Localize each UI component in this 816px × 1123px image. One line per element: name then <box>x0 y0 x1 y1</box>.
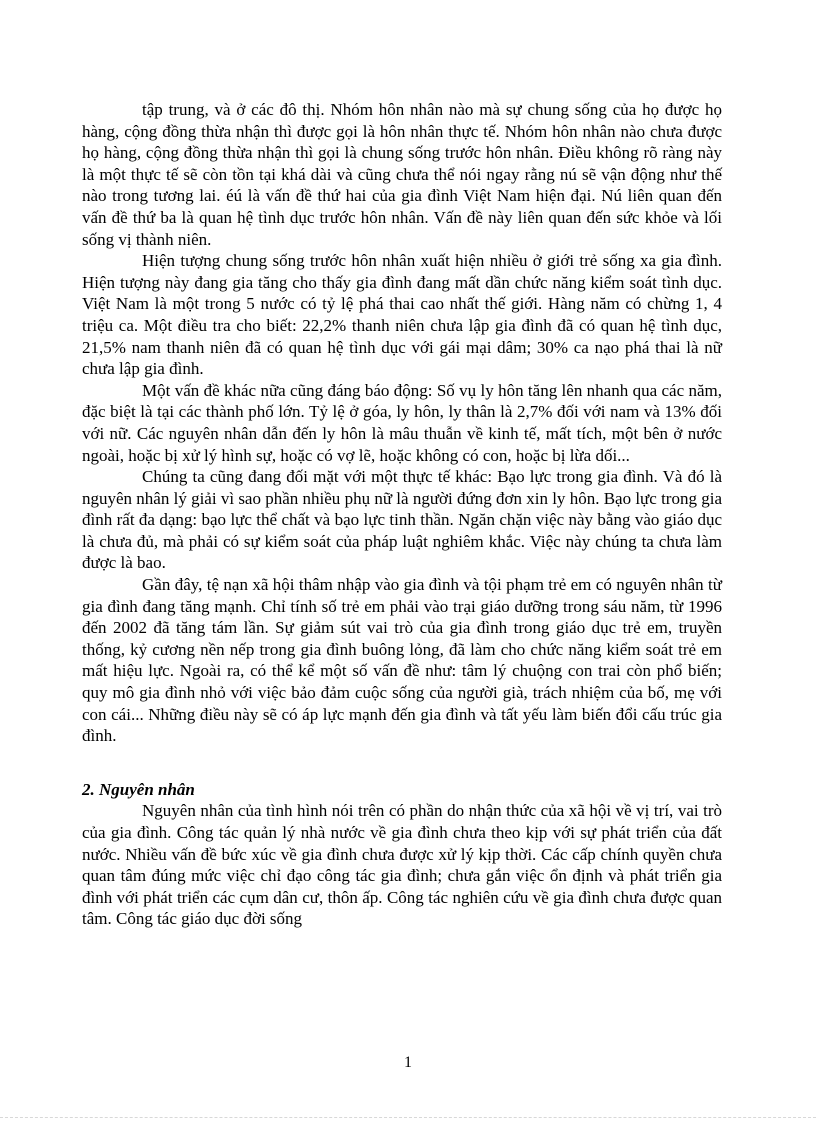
paragraph: Gần đây, tệ nạn xã hội thâm nhập vào gia đình và tội phạm trẻ em có nguyên nhân từ gia đình đang tăng mạnh. Chỉ tính số trẻ em phải vào trại giáo dưỡng trong sáu năm, từ 1996 đến 2002 đã tăng tám lần. Sự giảm sút vai trò của gia đình trong giáo dục trẻ em, truyền thống, kỷ cương nền nếp trong gia đình buông lỏng, đã làm cho chức năng kiểm soát trẻ em mất hiệu lực. Ngoài ra, có thể kể một số vấn đề như: tâm lý chuộng con trai còn phổ biến; quy mô gia đình nhỏ với việc bảo đảm cuộc sống của người già, trách nhiệm của bố, mẹ với con cái... Những điều này sẽ có áp lực mạnh đến gia đình và tất yếu làm biến đổi cấu trúc gia đình. <box>82 575 722 746</box>
paragraph: Hiện tượng chung sống trước hôn nhân xuất hiện nhiều ở giới trẻ sống xa gia đình. Hiện tượng này đang gia tăng cho thấy gia đình đang mất dần chức năng kiểm soát tình dục. Việt Nam là một trong 5 nước có tỷ lệ phá thai cao nhất thế giới. Hàng năm có chừng 1, 4 triệu ca. Một điều tra cho biết: 22,2% thanh niên chưa lập gia đình đã có quan hệ tình dục, 21,5% nam thanh niên đã có quan hệ tình dục với gái mại dâm; 30% ca nạo phá thai là nữ chưa lập gia đình. <box>82 251 722 379</box>
paragraph: Một vấn đề khác nữa cũng đáng báo động: Số vụ ly hôn tăng lên nhanh qua các năm, đặc biệt là tại các thành phố lớn. Tỷ lệ ở góa, ly hôn, ly thân là 2,7% đối với nam và 13% đối với nữ. Các nguyên nhân dẫn đến ly hôn là mâu thuẫn về kinh tế, mất tích, một bên ở nước ngoài, hoặc bị xử lý hình sự, hoặc có vợ lẽ, hoặc không có con, hoặc bị lừa dối... <box>82 380 722 465</box>
paragraph: Chúng ta cũng đang đối mặt với một thực tế khác: Bạo lực trong gia đình. Và đó là nguyên nhân lý giải vì sao phần nhiều phụ nữ là người đứng đơn xin ly hôn. Bạo lực trong gia đình rất đa dạng: bạo lực thể chất và bạo lực tinh thần. Ngăn chặn việc này bằng vào giáo dục là chưa đủ, mà phải có sự kiểm soát của pháp luật nghiêm khắc. Việc này chúng ta chưa làm được là bao. <box>82 467 722 573</box>
document-body <box>82 99 722 930</box>
page-number: 1 <box>404 1054 412 1071</box>
paragraph: Nguyên nhân của tình hình nói trên có phần do nhận thức của xã hội về vị trí, vai trò của gia đình. Công tác quản lý nhà nước về gia đình chưa theo kịp với sự phát triển của đất nước. Nhiều vấn đề bức xúc về gia đình chưa được xử lý kịp thời. Các cấp chính quyền chưa quan tâm đúng mức việc chỉ đạo công tác gia đình; chưa gắn việc ổn định và phát triển gia đình với phát triển các cụm dân cư, thôn ấp. Công tác nghiên cứu về gia đình chưa được quan tâm. Công tác giáo dục đời sống <box>82 801 722 929</box>
section-heading: 2. Nguyên nhân <box>82 779 195 799</box>
page-bottom-divider <box>0 1117 816 1118</box>
paragraph: tập trung, và ở các đô thị. Nhóm hôn nhân nào mà sự chung sống của họ được họ hàng, cộng đồng thừa nhận thì được gọi là hôn nhân thực tế. Nhóm hôn nhân nào chưa được họ hàng, cộng đồng thừa nhận thì gọi là chung sống trước hôn nhân. Điều không rõ ràng này là một thực tế sẽ còn tồn tại khá dài và cũng chưa thể nói ngay rằng nú sẽ vận động như thế nào trong tương lai. éú là vấn đề thứ hai của gia đình Việt Nam hiện đại. Nú liên quan đến vấn đề thứ ba là quan hệ tình dục trước hôn nhân. Vấn đề này liên quan đến sức khỏe và lối sống vị thành niên. <box>82 100 722 249</box>
